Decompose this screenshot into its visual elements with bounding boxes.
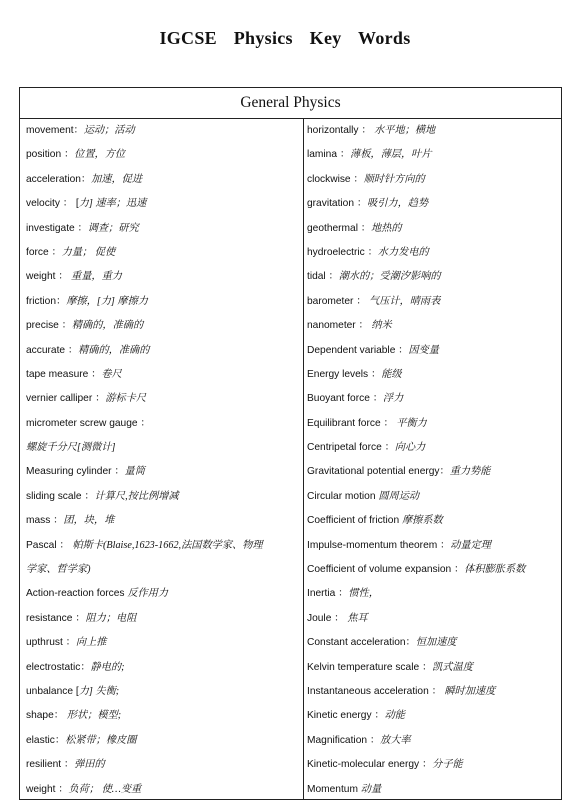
left-column xyxy=(26,119,298,802)
term-english: resilient ： xyxy=(26,759,75,771)
term-chinese: 力] 失衡; xyxy=(78,685,120,697)
term-chinese: 螺旋千分尺[测微计] xyxy=(26,442,116,454)
term-english: gravitation ： xyxy=(307,198,368,210)
section-heading: General Physics xyxy=(20,88,561,119)
term-english: movement： xyxy=(26,125,84,136)
term-english: precise ： xyxy=(26,320,72,332)
term-chinese: 量筒 xyxy=(124,466,145,478)
term-chinese: 惯性， xyxy=(348,588,379,600)
term-chinese: 精确的，准确的 xyxy=(71,320,144,332)
term-row xyxy=(307,436,559,460)
term-chinese: 气压计，晴雨表 xyxy=(366,295,441,307)
term-chinese: 动能 xyxy=(384,710,405,722)
term-row xyxy=(307,314,559,338)
term-chinese: 因变量 xyxy=(408,344,439,356)
column-divider xyxy=(303,119,304,799)
term-english: investigate ： xyxy=(26,222,88,234)
term-chinese: 运动；活动 xyxy=(83,125,135,136)
term-row xyxy=(307,339,559,363)
term-chinese: 能级 xyxy=(381,368,402,380)
term-chinese: 阻力；电阻 xyxy=(85,612,137,624)
term-chinese: 静电的; xyxy=(90,661,125,673)
term-english: force ： xyxy=(26,246,62,258)
term-chinese: 凯式温度 xyxy=(432,661,473,673)
term-row xyxy=(26,509,298,533)
term-english: acceleration： xyxy=(26,173,92,185)
term-row xyxy=(307,363,559,387)
term-row xyxy=(26,436,298,460)
term-english: upthrust ： xyxy=(26,637,76,649)
term-english: weight ： xyxy=(26,783,69,795)
term-chinese: 摩擦，[力] 摩擦力 xyxy=(66,295,148,307)
term-english: Centripetal force ： xyxy=(307,442,395,454)
term-chinese: 形状；模型; xyxy=(66,710,122,722)
term-english: unbalance [ xyxy=(26,685,79,697)
term-english: Inertia ： xyxy=(307,588,349,600)
term-chinese: 平衡力 xyxy=(393,417,427,429)
term-row xyxy=(26,363,298,387)
term-row xyxy=(26,339,298,363)
term-row xyxy=(26,631,298,655)
term-english: lamina ： xyxy=(307,149,351,161)
term-chinese: 帕斯卡(Blaise,1623-1662,法国数学家、物理 xyxy=(72,539,263,551)
term-english: Equilibrant force ： xyxy=(307,417,394,429)
term-chinese: 学家、哲学家) xyxy=(26,564,91,576)
term-english: Action-reaction forces xyxy=(26,588,128,600)
term-row xyxy=(26,314,298,338)
term-chinese: 力] 速率；迅速 xyxy=(78,198,147,210)
term-chinese: 焦耳 xyxy=(347,612,368,624)
term-row xyxy=(307,680,559,704)
term-chinese: 体积膨胀系数 xyxy=(464,564,526,576)
term-english: Instantaneous acceleration ： xyxy=(307,685,442,697)
term-row xyxy=(26,460,298,484)
term-chinese: 重量，重力 xyxy=(68,271,122,283)
term-english: friction： xyxy=(26,295,67,307)
term-row xyxy=(26,704,298,728)
term-english: Joule ： xyxy=(307,612,348,624)
term-chinese: 弹田的 xyxy=(74,759,105,771)
term-row xyxy=(26,729,298,753)
term-row xyxy=(307,265,559,289)
term-row xyxy=(26,241,298,265)
right-column xyxy=(307,119,559,802)
term-row xyxy=(307,387,559,411)
term-row xyxy=(307,558,559,582)
term-row xyxy=(307,119,559,143)
term-chinese: 浮力 xyxy=(382,393,404,405)
term-english: Constant acceleration： xyxy=(307,637,416,649)
term-row xyxy=(26,119,298,143)
term-row xyxy=(307,143,559,167)
term-english: Energy levels ： xyxy=(307,368,382,380)
term-english: Gravitational potential energy： xyxy=(307,466,450,478)
term-chinese: 松紧带；橡皮圈 xyxy=(65,734,137,746)
term-english: shape： xyxy=(26,710,67,722)
term-chinese: 加速，促进 xyxy=(91,173,143,185)
term-english: velocity ： [ xyxy=(26,198,79,210)
term-row xyxy=(26,680,298,704)
term-english: Pascal ： xyxy=(26,539,73,551)
term-row xyxy=(26,753,298,777)
term-english: Coefficient of friction xyxy=(307,515,402,527)
term-row xyxy=(307,778,559,802)
term-row xyxy=(26,290,298,314)
term-row xyxy=(307,412,559,436)
term-chinese: 水平地；横地 xyxy=(371,125,436,136)
term-english: electrostatic： xyxy=(26,661,91,673)
term-english: geothermal ： xyxy=(307,222,371,234)
term-row xyxy=(307,729,559,753)
term-chinese: 瞬时加速度 xyxy=(441,685,496,697)
term-row xyxy=(307,704,559,728)
term-row xyxy=(307,607,559,631)
term-english: resistance ： xyxy=(26,612,86,624)
term-chinese: 水力发电的 xyxy=(377,246,429,258)
term-english: Kelvin temperature scale ： xyxy=(307,661,433,673)
term-row xyxy=(26,217,298,241)
term-row xyxy=(307,509,559,533)
term-chinese: 计算尺,按比例增减 xyxy=(94,490,179,502)
term-row xyxy=(26,778,298,802)
term-english: tape measure ： xyxy=(26,368,102,380)
term-row xyxy=(307,192,559,216)
term-row xyxy=(26,607,298,631)
term-row xyxy=(26,192,298,216)
page-title: IGCSE Physics Key Words xyxy=(159,28,411,48)
term-row xyxy=(307,168,559,192)
term-chinese: 团，块，堆 xyxy=(63,515,115,527)
term-row xyxy=(26,558,298,582)
term-chinese: 力量； 促使 xyxy=(61,246,116,258)
table-body xyxy=(20,119,561,799)
term-chinese: 地热的 xyxy=(371,222,402,234)
term-chinese: 圆周运动 xyxy=(378,490,420,502)
term-english: Dependent variable ： xyxy=(307,344,409,356)
term-chinese: 位置，方位 xyxy=(74,149,126,161)
term-english: Kinetic energy ： xyxy=(307,710,385,722)
term-row xyxy=(307,631,559,655)
term-chinese: 顺时针方向的 xyxy=(363,173,425,185)
term-chinese: 动量 xyxy=(360,783,382,795)
term-chinese: 负荷； 使…变重 xyxy=(68,783,142,795)
term-row xyxy=(307,460,559,484)
term-english: weight ： xyxy=(26,271,69,283)
term-english: Coefficient of volume expansion ： xyxy=(307,564,465,576)
term-english: Impulse-momentum theorem ： xyxy=(307,539,451,551)
term-english: horizontally ： xyxy=(307,125,372,136)
term-english: hydroelectric ： xyxy=(307,246,378,258)
term-chinese: 恒加速度 xyxy=(415,637,457,649)
term-row xyxy=(307,534,559,558)
term-english: accurate ： xyxy=(26,344,79,356)
term-row xyxy=(26,582,298,606)
term-row xyxy=(26,412,298,436)
term-chinese: 重力势能 xyxy=(449,466,491,478)
term-chinese: 纳米 xyxy=(368,320,392,332)
term-english: Circular motion xyxy=(307,490,379,502)
term-chinese: 分子能 xyxy=(432,759,463,771)
term-row xyxy=(307,485,559,509)
term-row xyxy=(307,217,559,241)
term-row xyxy=(307,753,559,777)
term-english: sliding scale ： xyxy=(26,490,95,502)
term-english: Kinetic-molecular energy ： xyxy=(307,759,433,771)
vocabulary-table xyxy=(19,87,562,800)
term-chinese: 动量定理 xyxy=(450,539,491,551)
term-english: Momentum xyxy=(307,783,361,795)
term-chinese: 精确的，准确的 xyxy=(78,344,150,356)
term-english: nanometer ： xyxy=(307,320,369,332)
term-english: barometer ： xyxy=(307,295,367,307)
term-english: Measuring cylinder ： xyxy=(26,466,125,478)
term-english: micrometer screw gauge ： xyxy=(26,417,151,429)
term-english: tidal ： xyxy=(307,271,339,283)
term-english: elastic： xyxy=(26,734,66,746)
term-row xyxy=(307,582,559,606)
term-chinese: 薄板，薄层，叶片 xyxy=(350,149,432,161)
term-row xyxy=(26,656,298,680)
term-row xyxy=(26,265,298,289)
term-english: clockwise ： xyxy=(307,173,364,185)
term-row xyxy=(26,387,298,411)
term-row xyxy=(26,168,298,192)
term-english: mass ： xyxy=(26,515,64,527)
term-row xyxy=(26,143,298,167)
term-row xyxy=(26,534,298,558)
term-chinese: 卷尺 xyxy=(101,368,122,380)
term-chinese: 潮水的；受潮汐影响的 xyxy=(338,271,441,283)
term-chinese: 反作用力 xyxy=(127,588,169,600)
term-chinese: 吸引力，趋势 xyxy=(367,198,429,210)
term-chinese: 游标卡尺 xyxy=(105,393,147,405)
term-chinese: 向心力 xyxy=(394,442,426,454)
term-english: vernier calliper ： xyxy=(26,393,106,405)
term-english: position ： xyxy=(26,149,75,161)
term-chinese: 调查；研究 xyxy=(87,222,139,234)
term-row xyxy=(307,241,559,265)
term-row xyxy=(307,290,559,314)
term-chinese: 放大率 xyxy=(380,734,411,746)
term-row xyxy=(307,656,559,680)
term-english: Buoyant force ： xyxy=(307,393,383,405)
term-row xyxy=(26,485,298,509)
term-chinese: 向上推 xyxy=(75,637,107,649)
term-chinese: 摩擦系数 xyxy=(401,515,443,527)
term-english: Magnification ： xyxy=(307,734,381,746)
